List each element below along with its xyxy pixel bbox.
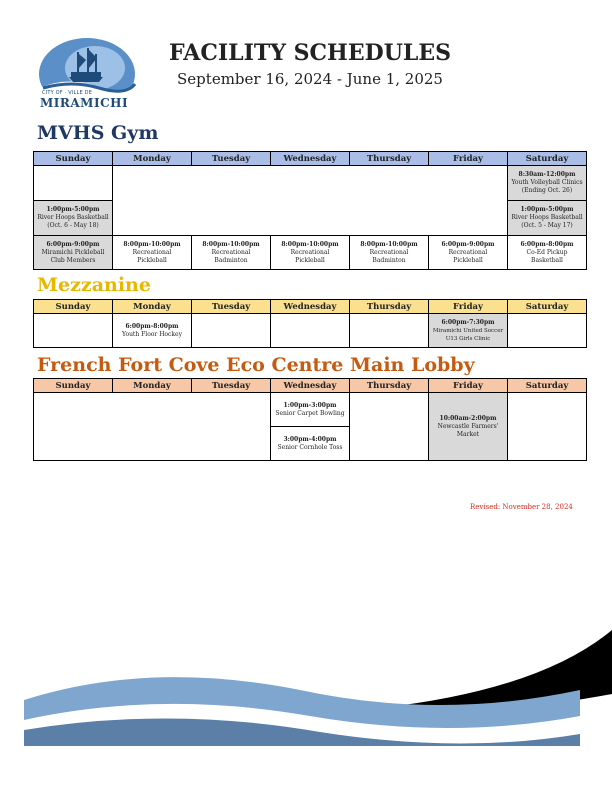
day-header-thursday: Thursday [350,379,429,393]
schedule-entry: 1:00pm-5:00pm River Hoops Basketball (Oct. 5 - May 17) [508,201,587,236]
mvhs-schedule-table [33,151,587,270]
day-header-tuesday: Tuesday [192,300,271,314]
section-title-frenchfort: French Fort Cove Eco Centre Main Lobby [37,354,475,376]
day-header-friday: Friday [429,300,508,314]
day-header-sunday: Sunday [34,379,113,393]
schedule-entry: 6:00pm-7:30pm Miramichi United Soccer U13 Girls Clinic [429,314,508,348]
schedule-entry: 1:00pm-5:00pm River Hoops Basketball (Oct. 6 - May 18) [34,201,113,236]
empty-cell [350,314,429,348]
schedule-entry: 6:00pm-9:00pm Recreational Pickleball [429,236,508,270]
day-header-saturday: Saturday [508,379,587,393]
empty-cell [192,314,271,348]
day-header-tuesday: Tuesday [192,152,271,166]
day-header-wednesday: Wednesday [271,152,350,166]
empty-cell [271,314,350,348]
day-header-sunday: Sunday [34,152,113,166]
empty-cell [34,314,113,348]
day-header-wednesday: Wednesday [271,379,350,393]
page-title: FACILITY SCHEDULES [168,40,452,66]
page-subtitle: September 16, 2024 - June 1, 2025 [177,70,443,88]
empty-cell [350,393,429,461]
empty-cell [508,393,587,461]
day-header-thursday: Thursday [350,152,429,166]
day-header-friday: Friday [429,152,508,166]
decorative-waves [0,630,612,792]
day-header-monday: Monday [113,152,192,166]
day-header-thursday: Thursday [350,300,429,314]
day-header-sunday: Sunday [34,300,113,314]
schedule-entry: 10:00am-2:00pm Newcastle Farmers' Market [429,393,508,461]
frenchfort-schedule-table [33,378,587,461]
section-title-mezzanine: Mezzanine [37,274,151,296]
schedule-entry: 6:00pm-9:00pm Miramichi Pickleball Club Members [34,236,113,270]
day-header-friday: Friday [429,379,508,393]
day-header-monday: Monday [113,379,192,393]
day-header-tuesday: Tuesday [192,379,271,393]
day-header-monday: Monday [113,300,192,314]
day-header-saturday: Saturday [508,300,587,314]
schedule-entry: 6:00pm-8:00pm Co-Ed Pickup Basketball [508,236,587,270]
empty-cell [34,166,113,201]
schedule-entry: 3:00pm-4:00pm Senior Cornhole Toss [271,427,350,461]
schedule-entry: 8:00pm-10:00pm Recreational Pickleball [113,236,192,270]
schedule-entry: 1:00pm-3:00pm Senior Carpet Bowling [271,393,350,427]
schedule-entry: 6:00pm-8:00pm Youth Floor Hockey [113,314,192,348]
schedule-entry: 8:00pm-10:00pm Recreational Badminton [192,236,271,270]
day-header-wednesday: Wednesday [271,300,350,314]
empty-cell [113,166,508,236]
mezzanine-schedule-table [33,299,587,348]
logo-name: MIRAMICHI [40,96,129,110]
day-header-saturday: Saturday [508,152,587,166]
empty-cell [34,393,271,461]
schedule-entry: 8:30am-12:00pm Youth Volleyball Clinics (Ending Oct. 26) [508,166,587,201]
section-title-mvhs: MVHS Gym [37,122,159,144]
revised-date: Revised: November 28, 2024 [470,503,573,511]
schedule-entry: 8:00pm-10:00pm Recreational Pickleball [271,236,350,270]
empty-cell [508,314,587,348]
logo-tagline: CITY OF · VILLE DE [42,90,93,96]
schedule-entry: 8:00pm-10:00pm Recreational Badminton [350,236,429,270]
